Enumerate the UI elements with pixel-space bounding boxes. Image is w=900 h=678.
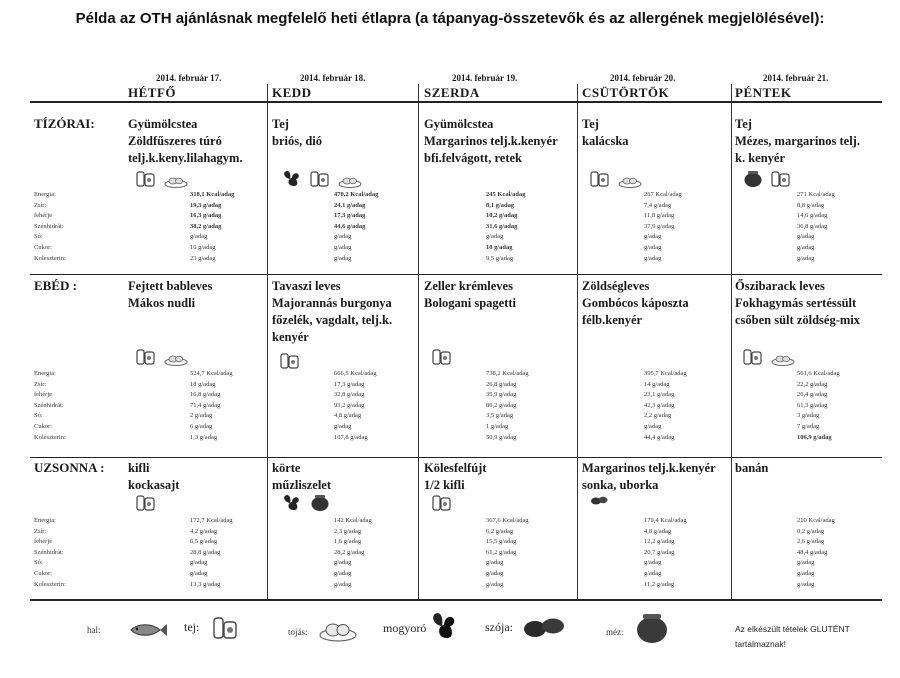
nutrient-value: 61,3 g/adag	[797, 401, 828, 409]
nutrient-value: 26,8 g/adag	[486, 380, 517, 388]
nutrient-value: 61,2 g/adag	[486, 548, 517, 556]
milk-icon	[743, 348, 763, 371]
nutrient-value: g/adag	[644, 244, 662, 251]
nutrient-value: g/adag	[797, 580, 815, 588]
nutrient-value: 470,2 Kcal/adag	[334, 191, 379, 198]
nutrient-value: g/adag	[644, 423, 662, 430]
legend-honey-label: méz:	[606, 627, 624, 637]
nutrient-value: g/adag	[644, 559, 662, 567]
nutrient-value: 7 g/adag	[797, 423, 820, 430]
milk-icon	[136, 348, 156, 371]
dish-line: Őszibarack leves	[735, 279, 825, 293]
allergen-icons	[136, 348, 188, 371]
nutrient-value: 19,3 g/adag	[190, 201, 222, 209]
allergen-icons	[136, 494, 156, 517]
dish-line: Mézes, margarinos telj.	[735, 134, 860, 148]
milk-icon	[136, 170, 156, 193]
allergen-icons	[743, 348, 795, 371]
nutrient-value: 267 Kcal/adag	[644, 191, 682, 198]
allergen-icons	[590, 494, 608, 512]
nutrient-value: 2,2 g/adag	[644, 412, 672, 420]
dish-line: kalácska	[582, 134, 629, 148]
dish-line: banán	[735, 461, 769, 475]
nutrient-value: 11,8 g/adag	[644, 212, 675, 220]
gluten-note	[735, 622, 850, 652]
nutrient-label: Zsír:	[34, 380, 47, 388]
nutrient-value: 93,2 g/adag	[334, 401, 365, 409]
milk-icon	[212, 615, 238, 646]
honey-icon	[634, 612, 670, 649]
day-name: PÉNTEK	[735, 85, 792, 100]
nutrient-value: 42,3 g/adag	[644, 401, 675, 409]
nutrient-value: 31,6 g/adag	[486, 222, 518, 230]
egg-icon	[164, 352, 188, 371]
nutrient-value: 4,8 g/adag	[334, 412, 362, 420]
nutrient-value: 71,4 g/adag	[190, 401, 221, 409]
nutrient-value: 2,6 g/adag	[797, 538, 825, 546]
legend-milk-label: tej:	[184, 620, 200, 634]
egg-icon	[164, 174, 188, 193]
nutrient-value: 35,9 g/adag	[486, 391, 517, 399]
dish-line: műzliszelet	[272, 478, 332, 492]
page-title: Példa az OTH ajánlásnak megfelelő heti étlapra (a tápanyag-összetevők és az allergének megjelölésével):	[75, 10, 825, 27]
nutrient-value: 18 g/adag	[190, 380, 216, 388]
nutrient-value: 1 g/adag	[486, 423, 509, 430]
nutrient-value: 14 g/adag	[644, 380, 670, 388]
nutrient-value: 17,3 g/adag	[334, 212, 366, 220]
nutrient-value: g/adag	[190, 559, 208, 567]
milk-icon	[771, 170, 791, 193]
nutrient-value: 6,5 g/adag	[190, 538, 218, 546]
dish-line: sonka, uborka	[582, 478, 659, 492]
nutrient-value: g/adag	[190, 570, 208, 577]
legend-fish-label: hal:	[87, 625, 101, 635]
nutrient-value: g/adag	[644, 233, 662, 241]
nutrient-label: Só:	[34, 559, 43, 567]
nutrient-value: g/adag	[486, 233, 504, 241]
nutrient-value: 2 g/adag	[190, 412, 213, 420]
nutrient-value: 10 g/adag	[190, 244, 216, 251]
dish-line: Tej	[272, 117, 289, 131]
nutrient-value: 8,1 g/adag	[486, 201, 515, 209]
nutrient-value: 44,6 g/adag	[334, 222, 366, 230]
dish-line: körte	[272, 461, 301, 475]
nutrient-value: 4,8 g/adag	[644, 527, 672, 535]
nutrient-label: Cukor:	[34, 570, 53, 577]
allergen-icons	[280, 170, 362, 193]
nutrient-value: 1,3 g/adag	[190, 433, 218, 441]
nutrient-value: 2,3 g/adag	[334, 527, 362, 535]
milk-icon	[590, 170, 610, 193]
nutrient-value: g/adag	[797, 233, 815, 241]
dish-line: Margarinos telj.k.kenyér	[582, 461, 716, 475]
egg-icon	[318, 618, 358, 647]
nutrient-value: g/adag	[797, 559, 815, 567]
nutrient-value: g/adag	[334, 423, 352, 430]
nutrient-value: g/adag	[797, 570, 815, 577]
dish-line: telj.k.keny.lilahagym.	[128, 151, 243, 165]
nutrient-value: 86,2 g/adag	[486, 401, 517, 409]
nutrient-value: g/adag	[334, 559, 352, 567]
nutrient-label: Koleszterin:	[34, 254, 66, 262]
nutrient-value: 17,3 g/adag	[334, 380, 365, 388]
dish-line: Majorannás burgonya	[272, 296, 392, 310]
allergen-icons	[432, 348, 452, 371]
nutrient-label: Szénhidrát:	[34, 548, 64, 556]
nutrient-value: g/adag	[797, 254, 815, 262]
nutrient-value: 318,1 Kcal/adag	[190, 191, 235, 198]
nutrient-value: g/adag	[334, 254, 352, 262]
nutrient-value: g/adag	[486, 580, 504, 588]
honey-icon	[743, 170, 763, 193]
dish-line: Mákos nudli	[128, 296, 196, 310]
nutrient-value: 4,2 g/adag	[190, 527, 218, 535]
meal-label: UZSONNA :	[34, 460, 105, 475]
nutrient-label: fehérje	[34, 212, 53, 220]
nutrient-value: 271 Kcal/adag	[797, 191, 835, 198]
nutrient-value: 28,2 g/adag	[334, 548, 365, 556]
nutrient-value: 142 Kcal/adag	[334, 517, 372, 524]
nutrient-value: 3,5 g/adag	[486, 412, 514, 420]
nutrient-label: Energia:	[34, 370, 56, 377]
nutrient-value: 44,4 g/adag	[644, 433, 675, 441]
legend-soy-label: szója:	[485, 620, 513, 634]
nutrient-label: Só:	[34, 412, 43, 420]
nutrient-label: fehérje	[34, 538, 53, 546]
nutrient-label: fehérje	[34, 391, 53, 399]
dish-line: Fokhagymás sertéssült	[735, 296, 857, 310]
nutrient-value: 524,7 Kcal/adag	[190, 370, 233, 377]
legend-nut-label: mogyoró	[383, 621, 427, 635]
meal-label: EBÉD :	[34, 278, 77, 293]
dish-line: Zeller krémleves	[424, 279, 513, 293]
milk-icon	[310, 170, 330, 193]
nutrient-value: g/adag	[334, 244, 352, 251]
nutrient-value: 11,2 g/adag	[644, 580, 675, 588]
allergen-icons	[590, 170, 642, 193]
allergen-icons	[136, 170, 188, 193]
day-date: 2014. február 17.	[156, 73, 222, 83]
row-divider-2	[30, 457, 882, 458]
nutrient-value: 6 g/adag	[190, 423, 213, 430]
nutrient-value: g/adag	[334, 580, 352, 588]
nutrient-value: 179,4 Kcal/adag	[644, 517, 687, 524]
squirrel-icon	[280, 494, 302, 517]
nutrient-label: Koleszterin:	[34, 580, 66, 588]
nutrient-value: 23,1 g/adag	[644, 391, 675, 399]
dish-line: Gombócos káposzta	[582, 296, 689, 310]
allergen-icons	[432, 494, 452, 517]
dish-line: Kölesfelfújt	[424, 461, 487, 475]
nutrient-value: 666,5 Kcal/adag	[334, 370, 377, 377]
dish-line: Fejtett bableves	[128, 279, 213, 293]
nutrient-value: g/adag	[486, 570, 504, 577]
dish-line: Bologani spagetti	[424, 296, 517, 310]
column-separator	[418, 84, 419, 599]
nutrient-value: 8,8 g/adag	[797, 201, 825, 209]
nutrient-value: 367,6 Kcal/adag	[486, 517, 529, 524]
nutrient-value: 14,6 g/adag	[797, 212, 828, 220]
nutrient-value: 172,7 Kcal/adag	[190, 517, 233, 524]
allergen-icons	[280, 494, 330, 517]
dish-line: kifli	[128, 461, 150, 475]
nutrient-value: 16,8 g/adag	[190, 391, 221, 399]
nutrient-label: Zsír:	[34, 527, 47, 535]
dish-line: Tavaszi leves	[272, 279, 341, 293]
nutrient-label: Szénhidrát:	[34, 401, 64, 409]
dish-line: kockasajt	[128, 478, 180, 492]
nutrient-label: Energia:	[34, 517, 56, 524]
dish-line: csőben sült zöldség-mix	[735, 313, 860, 327]
nutrient-value: 23 g/adag	[190, 254, 216, 262]
dish-line: kenyér	[272, 330, 309, 344]
dish-line: félb.kenyér	[582, 313, 643, 327]
nutrient-value: 738,2 Kcal/adag	[486, 370, 529, 377]
nutrient-value: 561,6 Kcal/adag	[797, 370, 840, 377]
nutrient-label: Cukor:	[34, 244, 53, 251]
dish-line: Zöldségleves	[582, 279, 650, 293]
nutrient-value: 15,5 g/adag	[486, 538, 517, 546]
nutrient-value: 13,3 g/adag	[190, 580, 221, 588]
nutrient-value: 6,2 g/adag	[486, 527, 514, 535]
nutrient-value: g/adag	[797, 244, 815, 251]
nutrient-value: 16,3 g/adag	[190, 212, 222, 220]
nutrient-value: 36,8 g/adag	[797, 222, 828, 230]
nutrient-value: 37,9 g/adag	[644, 222, 675, 230]
nutrient-label: Só:	[34, 233, 43, 241]
day-name: CSÜTÖRTÖK	[582, 85, 670, 100]
nutrient-value: 24,1 g/adag	[334, 201, 366, 209]
soy-icon	[522, 616, 566, 645]
nutrient-value: 26,4 g/adag	[797, 391, 828, 399]
nutrient-value: 107,8 g/adag	[334, 433, 368, 441]
nutrient-value: 28,8 g/adag	[190, 548, 221, 556]
nutrient-value: 38,2 g/adag	[190, 222, 222, 230]
dish-line: Margarinos telj.k.kenyér	[424, 134, 558, 148]
egg-icon	[771, 352, 795, 371]
day-date: 2014. február 18.	[300, 73, 366, 83]
meal-label: TÍZÓRAI:	[34, 116, 95, 131]
dish-line: k. kenyér	[735, 151, 785, 165]
nutrient-value: 7,4 g/adag	[644, 201, 672, 209]
nutrient-value: 48,4 g/adag	[797, 548, 828, 556]
nutrient-label: Szénhidrát:	[34, 222, 64, 230]
nutrient-value: 12,2 g/adag	[644, 538, 675, 546]
column-separator	[577, 84, 578, 599]
dish-line: Zöldfűszeres túró	[128, 134, 222, 148]
nutrient-value: 32,8 g/adag	[334, 391, 365, 399]
squirrel-icon	[428, 612, 458, 645]
nutrient-value: 50,9 g/adag	[486, 433, 517, 441]
allergen-icons	[280, 352, 300, 375]
column-separator	[731, 84, 732, 599]
nutrient-value: 106,9 g/adag	[797, 433, 832, 441]
day-date: 2014. február 19.	[452, 73, 518, 83]
nutrient-value: 0,2 g/adag	[797, 527, 825, 535]
dish-line: Gyümölcstea	[128, 117, 198, 131]
milk-icon	[432, 348, 452, 371]
nutrient-label: Cukor:	[34, 423, 53, 430]
dish-line: briós, dió	[272, 134, 323, 148]
legend-egg-label: tojás:	[288, 627, 308, 637]
day-date: 2014. február 20.	[610, 73, 676, 83]
day-name: KEDD	[272, 85, 312, 100]
nutrient-value: g/adag	[486, 559, 504, 567]
nutrient-value: 10,2 g/adag	[486, 212, 518, 220]
gluten-note-line-2: tartalmaznak!	[735, 639, 787, 649]
milk-icon	[432, 494, 452, 517]
honey-icon	[310, 494, 330, 517]
soy-icon	[590, 494, 608, 512]
nutrient-value: g/adag	[644, 254, 662, 262]
nutrient-value: 20,7 g/adag	[644, 548, 675, 556]
nutrient-label: Zsír:	[34, 201, 47, 209]
nutrient-value: g/adag	[334, 233, 352, 241]
nutrient-value: g/adag	[190, 233, 208, 241]
dish-line: Gyümölcstea	[424, 117, 494, 131]
milk-icon	[136, 494, 156, 517]
nutrient-label: Koleszterin:	[34, 433, 66, 441]
nutrient-value: 10 g/adag	[486, 244, 513, 251]
dish-line: 1/2 kifli	[424, 478, 465, 492]
nutrient-value: 395,7 Kcal/adag	[644, 370, 687, 377]
nutrient-label: Energia:	[34, 191, 56, 198]
day-name: SZERDA	[424, 85, 480, 100]
nutrient-value: 3 g/adag	[797, 412, 820, 420]
nutrient-value: 245 Kcal/adag	[486, 191, 526, 198]
day-name: HÉTFŐ	[128, 85, 177, 100]
dish-line: bfi.felvágott, retek	[424, 151, 523, 165]
squirrel-icon	[280, 170, 302, 193]
dish-line: főzelék, vagdalt, telj.k.	[272, 313, 393, 327]
nutrient-value: g/adag	[644, 570, 662, 577]
egg-icon	[618, 174, 642, 193]
allergen-icons	[743, 170, 791, 193]
table-bottom	[30, 599, 882, 601]
fish-icon	[128, 622, 168, 643]
dish-line: Tej	[582, 117, 599, 131]
row-divider-1	[30, 274, 882, 275]
nutrient-value: 210 Kcal/adag	[797, 517, 835, 524]
day-date: 2014. február 21.	[763, 73, 829, 83]
nutrient-value: 9,5 g/adag	[486, 254, 514, 262]
header-divider	[30, 101, 882, 103]
nutrient-value: 1,6 g/adag	[334, 538, 362, 546]
nutrient-value: g/adag	[334, 570, 352, 577]
gluten-note-line-1: Az elkészült tételek GLUTÉNT	[735, 624, 850, 634]
nutrient-value: 22,2 g/adag	[797, 380, 828, 388]
milk-icon	[280, 352, 300, 375]
dish-line: Tej	[735, 117, 752, 131]
